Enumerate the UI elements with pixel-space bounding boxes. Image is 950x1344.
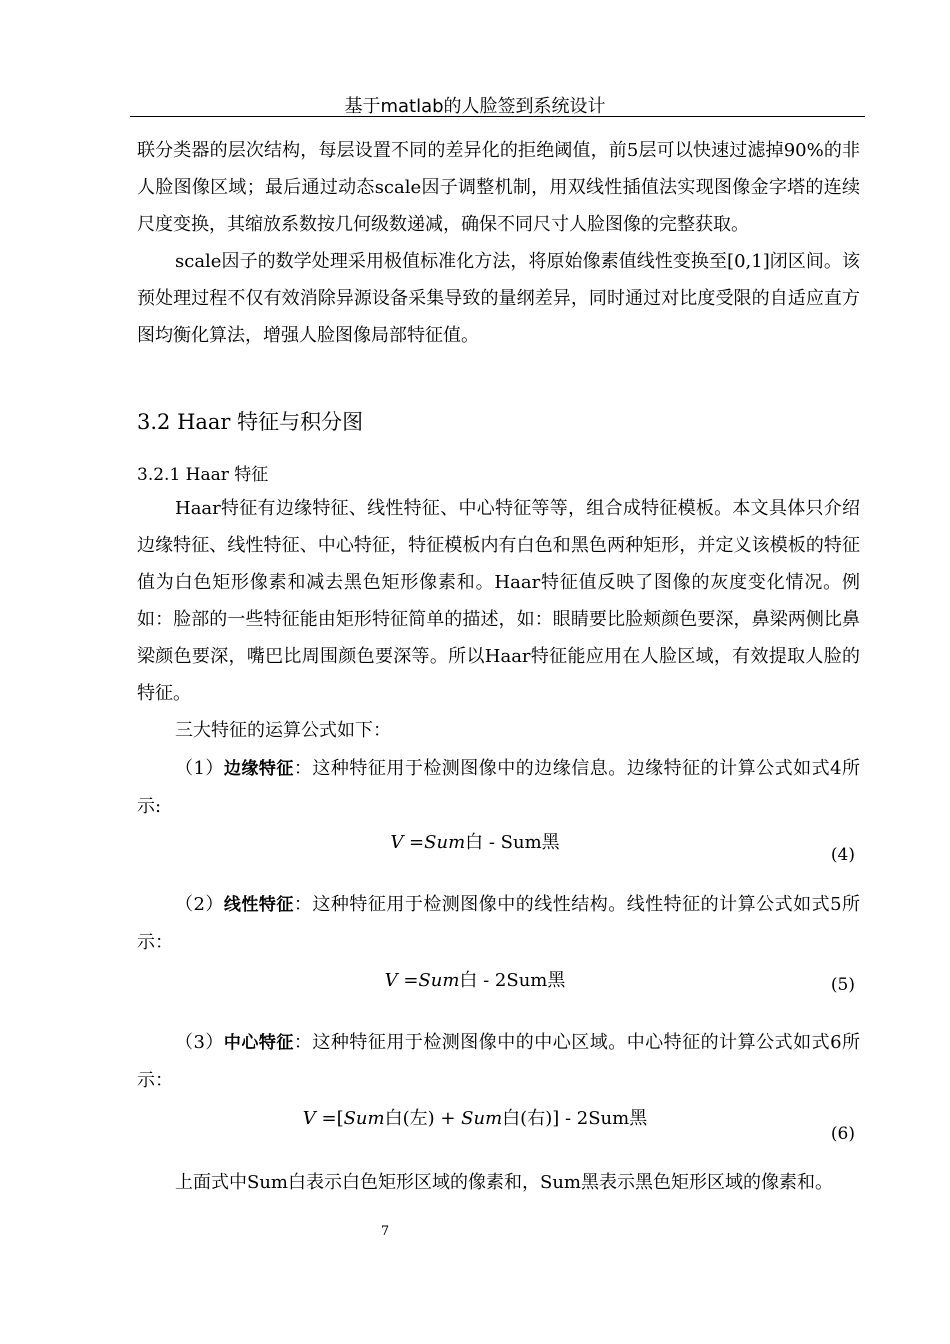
running-header: 基于matlab的人脸签到系统设计 — [344, 96, 606, 117]
equation-number-5: (5) — [830, 975, 855, 995]
item-term: 线性特征 — [223, 895, 294, 915]
equation-number-4: (4) — [830, 845, 855, 865]
paragraph-continued — [137, 132, 860, 354]
header-rule — [130, 116, 865, 117]
item-number: （2） — [175, 894, 224, 915]
item-number: （3） — [175, 1032, 224, 1053]
paragraph-1: 联分类器的层次结构，每层设置不同的差异化的拒绝阈值，前5层可以快速过滤掉90%的非人脸图像区域；最后通过动态scale因子调整机制，用双线性插值法实现图像金字塔的连续尺度变换，其缩放系数按几何级数递减，确保不同尺寸人脸图像的完整获取。 — [137, 140, 860, 235]
subsection-heading: 3.2.1 Haar 特征 — [137, 465, 269, 485]
item-edge-feature — [137, 750, 860, 825]
paragraph-4: 三大特征的运算公式如下： — [175, 720, 391, 741]
item-text: ：这种特征用于检测图像中的边缘信息。边缘特征的计算公式如式4所示: — [137, 758, 861, 817]
equation-number-6: (6) — [830, 1124, 855, 1144]
item-center-feature — [137, 1024, 860, 1099]
section-heading: 3.2 Haar 特征与积分图 — [137, 410, 364, 434]
item-text: ：这种特征用于检测图像中的中心区域。中心特征的计算公式如式6所示： — [137, 1032, 861, 1091]
paragraph-2: scale因子的数学处理采用极值标准化方法，将原始像素值线性变换至[0,1]闭区间。该预处理过程不仅有效消除异源设备采集导致的量纲差异，同时通过对比度受限的自适应直方图均衡化算法，增强人脸图像局部特征值。 — [137, 251, 860, 346]
equation-4: V =Sum白 - Sum黑 — [390, 832, 560, 853]
haar-body — [137, 490, 860, 749]
item-line-feature — [137, 886, 860, 961]
item-term: 边缘特征 — [223, 759, 294, 779]
page-number: 7 — [380, 1224, 390, 1239]
paragraph-3: Haar特征有边缘特征、线性特征、中心特征等等，组合成特征模板。本文具体只介绍边缘特征、线性特征、中心特征，特征模板内有白色和黑色两种矩形，并定义该模板的特征值为白色矩形像素和减去黑色矩形像素和。Haar特征值反映了图像的灰度变化情况。例如：脸部的一些特征能由矩形特征简单的描述，如：眼睛要比脸颊颜色要深，鼻梁两侧比鼻梁颜色要深，嘴巴比周围颜色要深等。所以Haar特征能应用在人脸区域，有效提取人脸的特征。 — [137, 498, 860, 704]
item-text: ：这种特征用于检测图像中的线性结构。线性特征的计算公式如式5所示： — [137, 894, 861, 953]
equation-5: V =Sum白 - 2Sum黑 — [384, 970, 566, 991]
paragraph-5: 上面式中Sum白表示白色矩形区域的像素和，Sum黑表示黑色矩形区域的像素和。 — [175, 1172, 833, 1193]
equation-6: V =[Sum白(左) + Sum白(右)] - 2Sum黑 — [302, 1108, 648, 1129]
closing-paragraph — [137, 1164, 860, 1201]
item-term: 中心特征 — [223, 1033, 294, 1053]
item-number: （1） — [175, 758, 224, 779]
